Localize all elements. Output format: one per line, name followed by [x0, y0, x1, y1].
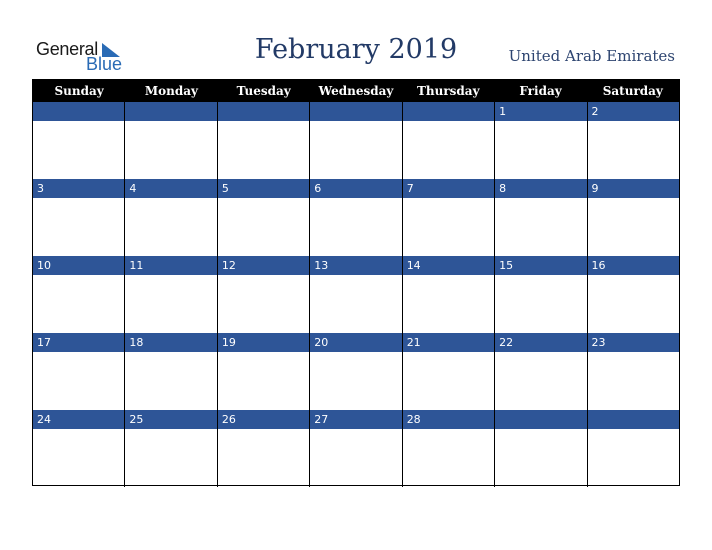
day-number: 11 — [129, 259, 144, 272]
day-cell — [125, 179, 217, 256]
day-number: 25 — [129, 413, 144, 426]
weekday-wednesday: Wednesday — [318, 84, 394, 98]
day-cell — [403, 102, 495, 179]
week-row — [33, 102, 679, 179]
day-cell — [310, 333, 402, 410]
day-cell — [218, 102, 310, 179]
day-number: 14 — [406, 259, 421, 272]
weekday-header — [33, 80, 679, 102]
day-number: 10 — [37, 259, 51, 272]
day-cell — [495, 179, 587, 256]
day-cell — [310, 410, 402, 487]
day-cell — [218, 410, 310, 487]
day-number: 15 — [499, 259, 514, 272]
logo-blue-text: Blue — [86, 54, 123, 74]
day-number: 28 — [406, 413, 421, 426]
day-number: 20 — [314, 336, 329, 349]
day-cell — [495, 333, 587, 410]
day-number: 22 — [499, 336, 514, 349]
day-number: 26 — [221, 413, 236, 426]
day-cell — [310, 179, 402, 256]
day-number: 7 — [406, 182, 414, 195]
day-cell — [403, 256, 495, 333]
week-row — [33, 333, 679, 410]
day-number: 19 — [221, 336, 236, 349]
page-title: February 2019 — [254, 34, 458, 65]
day-number: 5 — [221, 182, 229, 195]
day-cell — [125, 410, 217, 487]
day-number: 16 — [591, 259, 606, 272]
day-cell — [495, 256, 587, 333]
logo-general-text: General — [36, 39, 98, 59]
day-cell — [403, 410, 495, 487]
day-cell — [495, 410, 587, 487]
day-number: 2 — [591, 105, 599, 118]
day-cell — [33, 179, 125, 256]
day-number: 23 — [591, 336, 606, 349]
day-number: 9 — [591, 182, 599, 195]
week-row — [33, 256, 679, 333]
day-cell — [403, 179, 495, 256]
day-cell — [588, 333, 679, 410]
day-number: 27 — [314, 413, 329, 426]
day-cell — [33, 256, 125, 333]
day-cell — [588, 179, 679, 256]
day-cell — [588, 102, 679, 179]
weekday-tuesday: Tuesday — [236, 84, 291, 98]
week-row — [33, 179, 679, 256]
day-number: 12 — [221, 259, 236, 272]
day-cell — [310, 102, 402, 179]
calendar-grid — [32, 79, 680, 486]
day-cell — [33, 410, 125, 487]
day-number: 21 — [406, 336, 421, 349]
day-number: 4 — [129, 182, 137, 195]
day-cell — [495, 102, 587, 179]
day-cell — [588, 410, 679, 487]
day-number: 18 — [129, 336, 144, 349]
day-cell — [125, 256, 217, 333]
weekday-thursday: Thursday — [416, 84, 480, 98]
day-number: 6 — [314, 182, 322, 195]
day-cell — [310, 256, 402, 333]
day-cell — [588, 256, 679, 333]
day-number: 1 — [499, 105, 507, 118]
day-cell — [33, 333, 125, 410]
weekday-sunday: Sunday — [54, 84, 104, 98]
week-row — [33, 410, 679, 487]
weekday-friday: Friday — [519, 84, 562, 98]
weeks-container — [33, 102, 679, 487]
day-number: 13 — [314, 259, 329, 272]
day-cell — [33, 102, 125, 179]
day-cell — [218, 179, 310, 256]
weekday-monday: Monday — [144, 84, 198, 98]
day-cell — [125, 102, 217, 179]
day-number: 8 — [499, 182, 507, 195]
day-cell — [403, 333, 495, 410]
day-cell — [218, 333, 310, 410]
day-cell — [218, 256, 310, 333]
country-label: United Arab Emirates — [508, 47, 675, 65]
weekday-saturday: Saturday — [602, 84, 663, 98]
day-cell — [125, 333, 217, 410]
day-number: 24 — [37, 413, 51, 426]
day-number: 3 — [37, 182, 44, 195]
day-number: 17 — [37, 336, 51, 349]
